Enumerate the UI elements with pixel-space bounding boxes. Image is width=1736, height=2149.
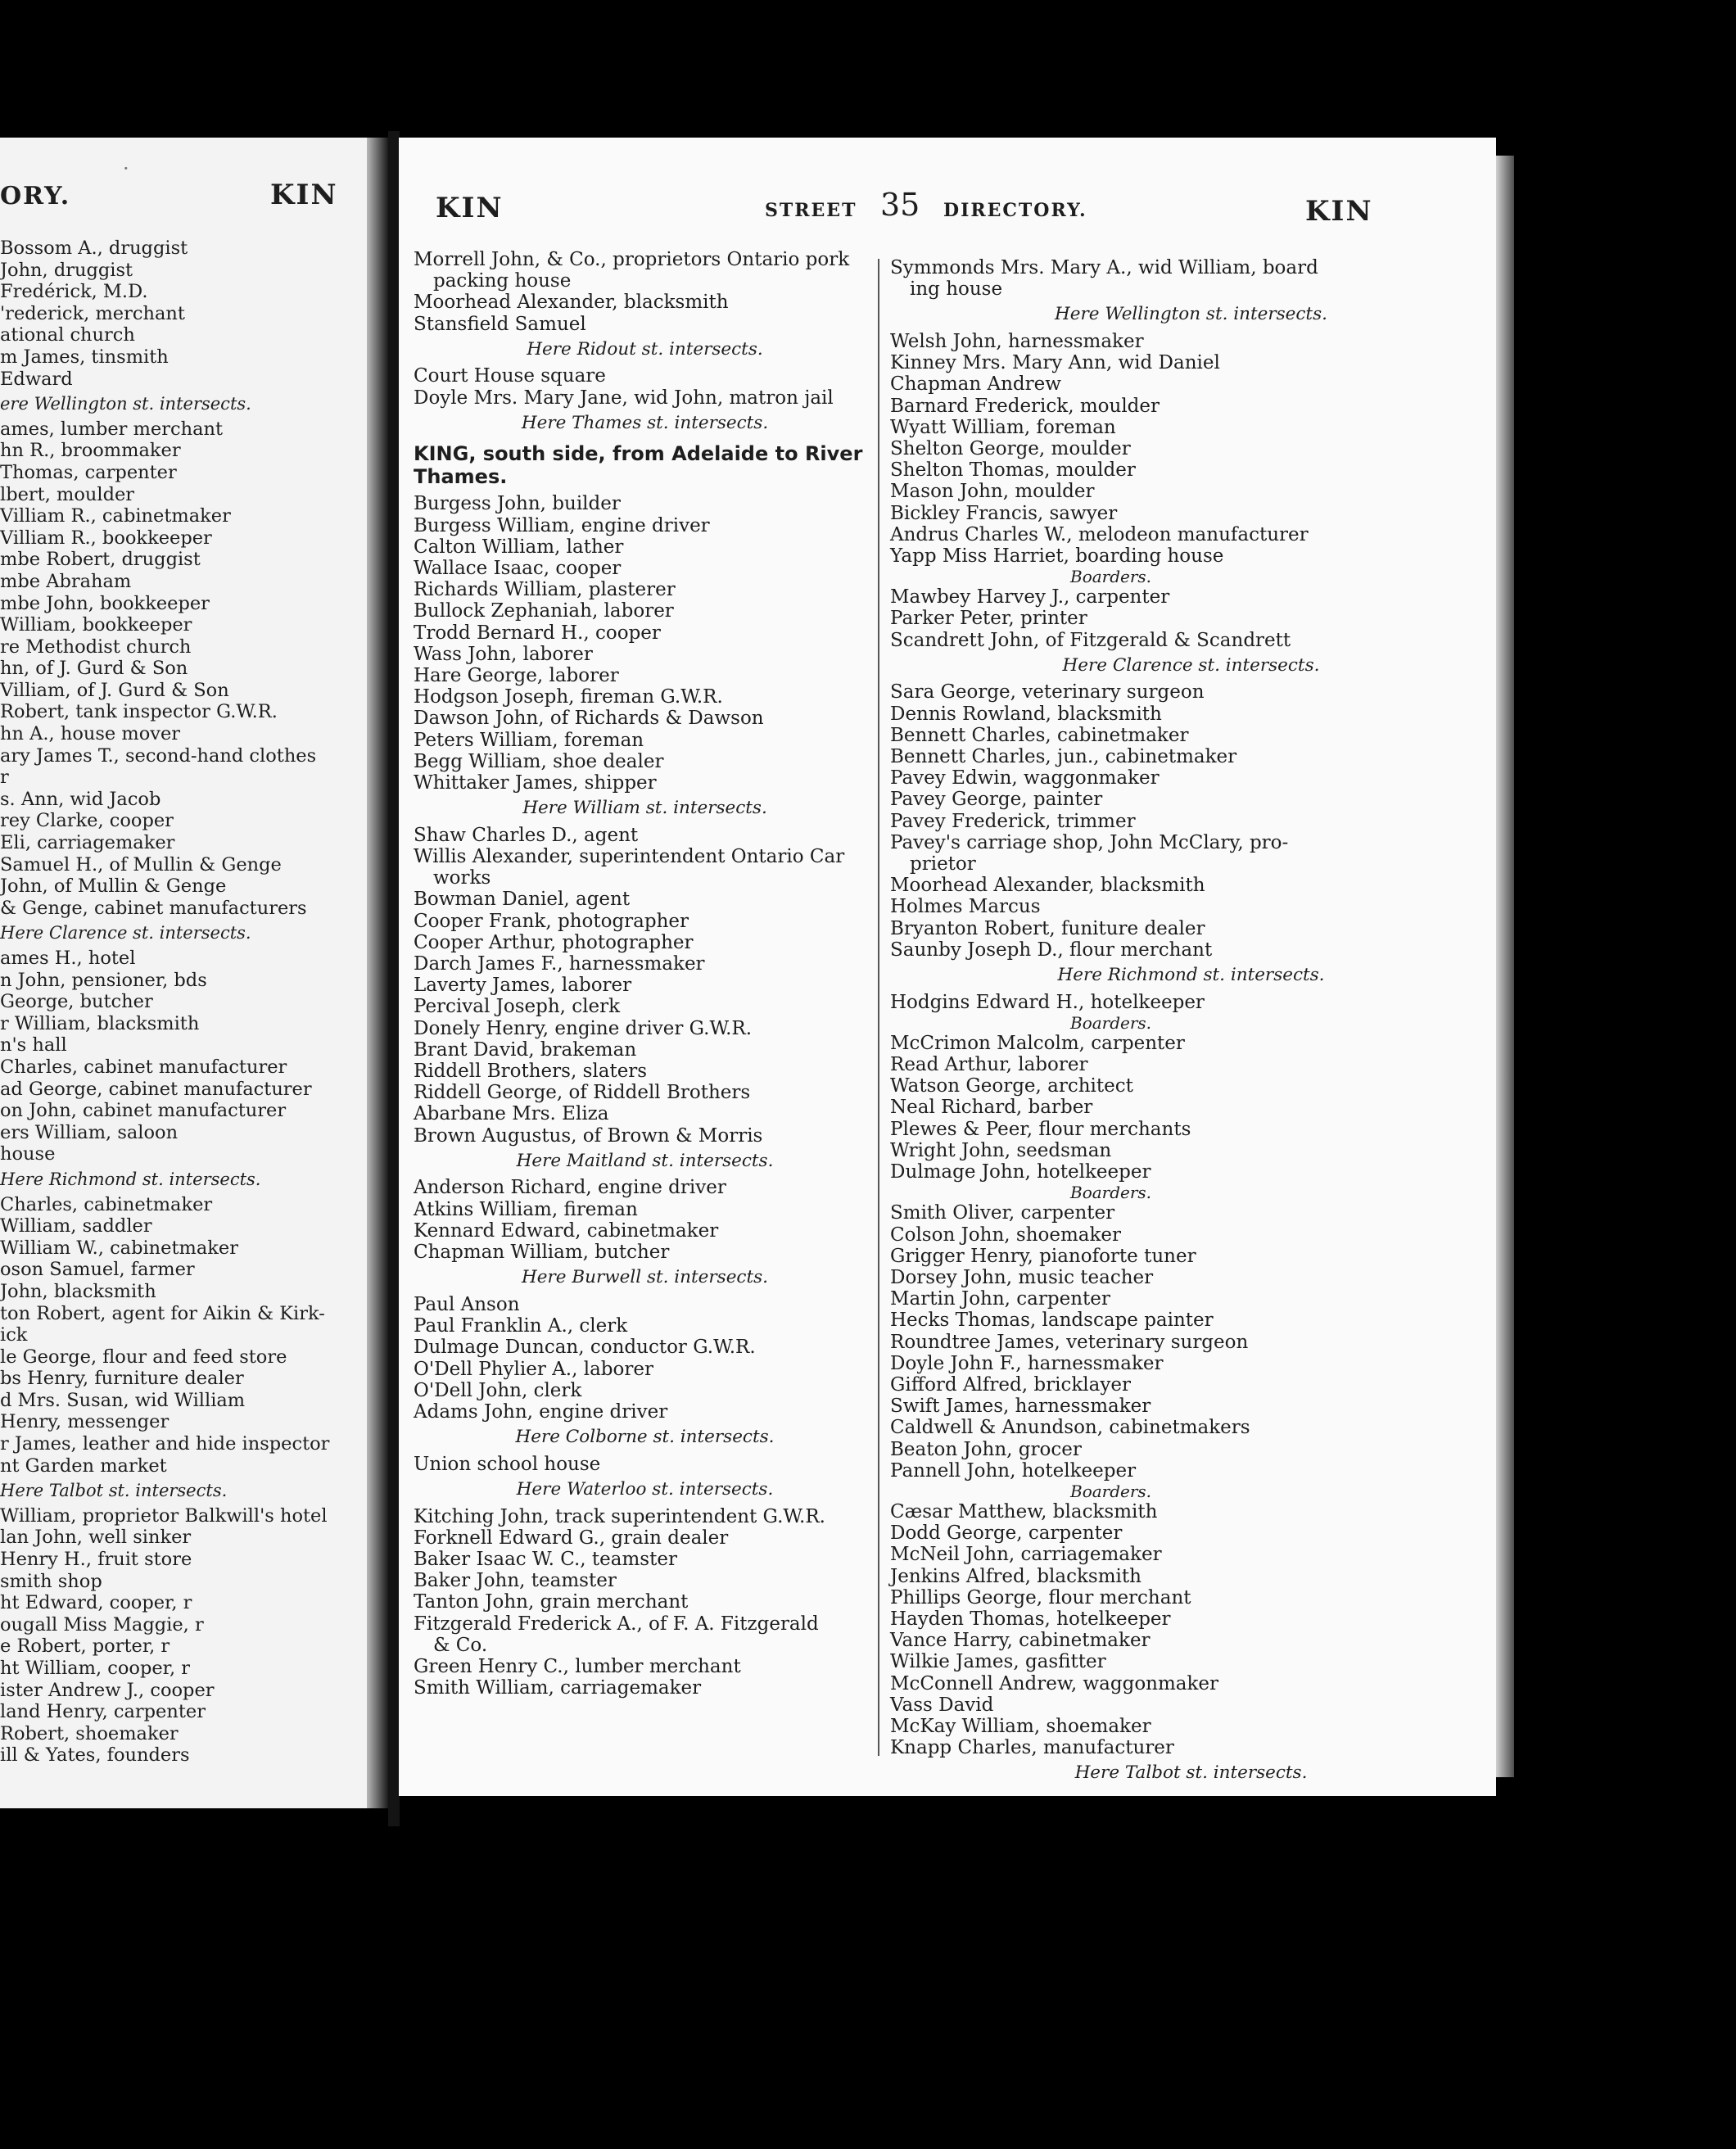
directory-entry: Watson George, architect [890, 1075, 1133, 1097]
directory-entry: Bennett Charles, jun., cabinetmaker [890, 746, 1237, 768]
directory-entry: Riddell George, of Riddell Brothers [414, 1082, 751, 1104]
directory-entry: Fitzgerald Frederick A., of F. A. Fitzgerald [414, 1613, 819, 1635]
directory-entry: Read Arthur, laborer [890, 1054, 1088, 1076]
directory-entry: Charles, cabinetmaker [0, 1193, 213, 1215]
directory-entry: Villiam R., cabinetmaker [0, 505, 231, 527]
directory-entry: Mawbey Harvey J., carpenter [890, 586, 1170, 609]
directory-entry: Saunby Joseph D., flour merchant [890, 939, 1213, 961]
directory-entry: nt Garden market [0, 1455, 167, 1477]
page-mark: · [123, 157, 129, 180]
running-head-right-key: KIN [1305, 195, 1373, 228]
directory-entry: John, of Mullin & Genge [0, 875, 227, 898]
directory-entry: mbe John, bookkeeper [0, 592, 210, 614]
directory-entry: re Methodist church [0, 636, 192, 658]
boarders-label: Boarders. [1070, 567, 1152, 587]
directory-entry: William, saddler [0, 1215, 152, 1237]
directory-entry: John, druggist [0, 259, 133, 281]
directory-entry: Charles, cabinet manufacturer [0, 1056, 287, 1078]
directory-entry: ougall Miss Maggie, r [0, 1613, 204, 1636]
directory-entry: Wyatt William, foreman [890, 416, 1116, 438]
directory-entry: McNeil John, carriagemaker [890, 1544, 1162, 1566]
directory-entry: Thomas, carpenter [0, 461, 177, 483]
directory-entry: Cæsar Matthew, blacksmith [890, 1500, 1158, 1522]
directory-entry: Vance Harry, cabinetmaker [890, 1630, 1151, 1652]
directory-entry: ames H., hotel [0, 948, 136, 969]
boarders-label: Boarders. [1070, 1012, 1152, 1033]
intersection-note: Here Ridout st. intersects. [527, 338, 763, 360]
page-edge-shadow [367, 138, 388, 1808]
directory-entry: Bullock Zephaniah, laborer [414, 600, 674, 622]
directory-entry: Moorhead Alexander, blacksmith [414, 292, 729, 314]
directory-entry: Dulmage Duncan, conductor G.W.R. [414, 1337, 756, 1359]
intersection-note: Here Burwell st. intersects. [522, 1267, 768, 1288]
directory-entry: Bickley Francis, sawyer [890, 502, 1118, 524]
directory-entry: Sara George, veterinary surgeon [890, 681, 1205, 704]
directory-entry: Moorhead Alexander, blacksmith [890, 875, 1205, 897]
directory-entry: e Robert, porter, r [0, 1636, 170, 1658]
intersection-note: Here Wellington st. intersects. [1055, 304, 1327, 325]
directory-entry: Plewes & Peer, flour merchants [890, 1118, 1191, 1140]
directory-entry: Jenkins Alfred, blacksmith [890, 1565, 1142, 1587]
directory-entry: Forknell Edward G., grain dealer [414, 1527, 729, 1549]
directory-entry: O'Dell John, clerk [414, 1379, 582, 1401]
directory-entry: house [0, 1143, 56, 1165]
directory-entry: n John, pensioner, bds [0, 969, 207, 991]
directory-entry: Smith William, carriagemaker [414, 1677, 702, 1699]
directory-entry: Percival Joseph, clerk [414, 996, 621, 1018]
directory-entry: ht William, cooper, r [0, 1658, 191, 1679]
directory-entry: Morrell John, & Co., proprietors Ontario pork [414, 249, 850, 270]
directory-entry: Welsh John, harnessmaker [890, 331, 1144, 352]
entry-continuation: & Co. [433, 1634, 488, 1656]
directory-entry: Riddell Brothers, slaters [414, 1061, 648, 1083]
directory-entry: Bowman Daniel, agent [414, 889, 631, 911]
directory-entry: Cooper Frank, photographer [414, 910, 689, 932]
directory-entry: Green Henry C., lumber merchant [414, 1655, 741, 1677]
left-page [0, 138, 378, 1808]
directory-entry: mbe Abraham [0, 570, 132, 592]
directory-entry: Beaton John, grocer [890, 1438, 1082, 1460]
directory-entry: Smith Oliver, carpenter [890, 1202, 1115, 1224]
directory-entry: r James, leather and hide inspector [0, 1433, 330, 1455]
intersection-note: Here Colborne st. intersects. [515, 1427, 775, 1448]
directory-entry: Trodd Bernard H., cooper [414, 622, 661, 644]
directory-entry: Pannell John, hotelkeeper [890, 1459, 1137, 1482]
left-page-column [0, 238, 378, 1767]
directory-entry: Hodgson Joseph, fireman G.W.R. [414, 686, 723, 708]
directory-entry: Peters William, foreman [414, 729, 644, 751]
directory-entry: Holmes Marcus [890, 896, 1041, 918]
directory-entry: 'rederick, merchant [0, 302, 185, 324]
directory-entry: Doyle Mrs. Mary Jane, wid John, matron jail [414, 387, 834, 409]
directory-entry: n's hall [0, 1034, 67, 1056]
running-head-directory: DIRECTORY. [943, 200, 1087, 221]
directory-entry: ames, lumber merchant [0, 418, 224, 440]
intersection-note: Here Talbot st. intersects. [0, 1481, 228, 1501]
directory-entry: Pavey George, painter [890, 789, 1103, 811]
directory-entry: hn, of J. Gurd & Son [0, 658, 188, 680]
intersection-note: Here Richmond st. intersects. [0, 1169, 261, 1189]
directory-entry: Hayden Thomas, hotelkeeper [890, 1608, 1171, 1630]
directory-entry: Stansfield Samuel [414, 313, 586, 335]
directory-entry: Cooper Arthur, photographer [414, 931, 694, 953]
left-running-head-key: KIN [270, 179, 338, 211]
directory-entry: Eli, carriagemaker [0, 832, 175, 854]
directory-entry: ton Robert, agent for Aikin & Kirk- [0, 1302, 325, 1324]
intersection-note: Here Maitland st. intersects. [516, 1150, 774, 1171]
directory-entry: Tanton John, grain merchant [414, 1591, 689, 1613]
directory-entry: Chapman Andrew [890, 373, 1061, 396]
directory-entry: Symmonds Mrs. Mary A., wid William, board [890, 257, 1318, 278]
directory-entry: Paul Anson [414, 1293, 520, 1315]
directory-entry: William W., cabinetmaker [0, 1237, 238, 1259]
page-edge-shadow-right [1496, 156, 1514, 1777]
directory-entry: Darch James F., harnessmaker [414, 953, 705, 975]
directory-entry: m James, tinsmith [0, 346, 169, 368]
directory-entry: Phillips George, flour merchant [890, 1586, 1191, 1608]
directory-entry: bs Henry, furniture dealer [0, 1368, 244, 1390]
directory-entry: Caldwell & Anundson, cabinetmakers [890, 1417, 1250, 1439]
directory-entry: Adams John, engine driver [414, 1400, 668, 1423]
page-number: 35 [880, 187, 920, 223]
directory-entry: d Mrs. Susan, wid William [0, 1389, 246, 1411]
directory-entry: Swift James, harnessmaker [890, 1396, 1151, 1418]
directory-entry: Calton William, lather [414, 536, 624, 558]
intersection-note: Here Clarence st. intersects. [0, 923, 251, 943]
directory-entry: Villiam R., bookkeeper [0, 527, 212, 549]
directory-entry: Whittaker James, shipper [414, 772, 657, 794]
directory-entry: Robert, tank inspector G.W.R. [0, 701, 278, 723]
directory-entry: lbert, moulder [0, 483, 135, 505]
directory-entry: r William, blacksmith [0, 1012, 200, 1034]
directory-column-1 [414, 249, 876, 1699]
directory-entry: Colson John, shoemaker [890, 1224, 1122, 1246]
directory-entry: Willis Alexander, superintendent Ontario Car [414, 846, 845, 868]
directory-entry: Brown Augustus, of Brown & Morris [414, 1124, 763, 1147]
directory-entry: Anderson Richard, engine driver [414, 1177, 726, 1199]
directory-entry: Pavey Frederick, trimmer [890, 810, 1136, 832]
boarders-label: Boarders. [1070, 1183, 1152, 1203]
directory-entry: Richards William, plasterer [414, 579, 676, 601]
directory-entry: mbe Robert, druggist [0, 549, 201, 571]
directory-entry: Fredérick, M.D. [0, 281, 148, 303]
directory-column-2 [890, 257, 1492, 1789]
directory-entry: Andrus Charles W., melodeon manufacturer [890, 523, 1309, 545]
intersection-note: ere Wellington st. intersects. [0, 394, 251, 414]
directory-entry: Begg William, shoe dealer [414, 750, 664, 772]
directory-entry: Barnard Frederick, moulder [890, 395, 1160, 417]
directory-entry: rey Clarke, cooper [0, 810, 174, 832]
running-head-street: STREET [765, 200, 857, 221]
book-gutter [388, 131, 400, 1826]
entry-continuation: ing house [910, 278, 1003, 301]
directory-entry: McKay William, shoemaker [890, 1715, 1151, 1737]
directory-entry: Wilkie James, gasfitter [890, 1651, 1106, 1673]
directory-entry: Edward [0, 368, 73, 390]
directory-entry: Knapp Charles, manufacturer [890, 1737, 1174, 1759]
directory-entry: Donely Henry, engine driver G.W.R. [414, 1017, 753, 1039]
directory-entry: ational church [0, 324, 135, 346]
directory-entry: William, proprietor Balkwill's hotel [0, 1504, 328, 1527]
directory-entry: ht Edward, cooper, r [0, 1592, 192, 1614]
directory-entry: smith shop [0, 1570, 102, 1592]
directory-entry: Baker Isaac W. C., teamster [414, 1548, 677, 1570]
directory-entry: Bryanton Robert, funiture dealer [890, 917, 1205, 939]
directory-entry: Robert, shoemaker [0, 1722, 179, 1744]
directory-entry: Neal Richard, barber [890, 1097, 1093, 1119]
directory-entry: O'Dell Phylier A., laborer [414, 1358, 653, 1380]
directory-entry: & Genge, cabinet manufacturers [0, 897, 307, 919]
directory-entry: Doyle John F., harnessmaker [890, 1352, 1164, 1374]
directory-entry: Gifford Alfred, bricklayer [890, 1373, 1131, 1396]
directory-entry: ad George, cabinet manufacturer [0, 1078, 312, 1100]
directory-entry: ick [0, 1324, 28, 1346]
boarders-label: Boarders. [1070, 1481, 1152, 1501]
directory-entry: ill & Yates, founders [0, 1744, 190, 1767]
directory-entry: ers William, saloon [0, 1121, 179, 1143]
entry-continuation: works [433, 867, 491, 889]
directory-entry: Atkins William, fireman [414, 1198, 638, 1220]
intersection-note: Here William st. intersects. [522, 798, 767, 819]
running-head-left-key: KIN [436, 192, 504, 224]
entry-continuation: prietor [910, 853, 976, 875]
intersection-note: Here Clarence st. intersects. [1062, 654, 1320, 676]
directory-entry: Hare George, laborer [414, 665, 619, 687]
directory-entry: Shelton Thomas, moulder [890, 459, 1136, 482]
intersection-note: Here Talbot st. intersects. [1074, 1762, 1308, 1784]
directory-entry: Dulmage John, hotelkeeper [890, 1161, 1151, 1183]
directory-entry: land Henry, carpenter [0, 1701, 206, 1723]
directory-entry: Chapman William, butcher [414, 1242, 670, 1264]
directory-entry: McConnell Andrew, waggonmaker [890, 1672, 1219, 1694]
directory-entry: Martin John, carpenter [890, 1288, 1110, 1310]
directory-entry: Bennett Charles, cabinetmaker [890, 724, 1189, 746]
directory-entry: Grigger Henry, pianoforte tuner [890, 1245, 1196, 1267]
section-heading: KING, south side, from Adelaide to River Thames. [414, 442, 863, 489]
directory-entry: George, butcher [0, 991, 153, 1013]
directory-entry: oson Samuel, farmer [0, 1259, 195, 1281]
intersection-note: Here Richmond st. intersects. [1057, 965, 1325, 986]
directory-entry: Union school house [414, 1453, 601, 1475]
directory-entry: Mason John, moulder [890, 481, 1095, 503]
directory-entry: Burgess William, engine driver [414, 514, 710, 536]
directory-entry: on John, cabinet manufacturer [0, 1100, 287, 1122]
directory-entry: Villiam, of J. Gurd & Son [0, 679, 229, 701]
directory-entry: Samuel H., of Mullin & Genge [0, 853, 282, 875]
directory-entry: Court House square [414, 365, 606, 387]
directory-entry: Vass David [890, 1694, 994, 1716]
directory-entry: Yapp Miss Harriet, boarding house [890, 545, 1224, 568]
directory-entry: Kennard Edward, cabinetmaker [414, 1219, 719, 1242]
directory-entry: lan John, well sinker [0, 1527, 192, 1549]
entry-continuation: packing house [433, 270, 572, 292]
directory-entry: Burgess John, builder [414, 493, 621, 515]
directory-entry: Paul Franklin A., clerk [414, 1315, 628, 1337]
directory-entry: s. Ann, wid Jacob [0, 788, 161, 810]
directory-entry: ary James T., second-hand clothes [0, 744, 317, 767]
directory-entry: Shaw Charles D., agent [414, 824, 639, 846]
directory-entry: hn A., house mover [0, 723, 181, 745]
right-page [399, 138, 1496, 1796]
directory-entry: Hodgins Edward H., hotelkeeper [890, 991, 1205, 1013]
directory-entry: le George, flour and feed store [0, 1346, 287, 1368]
intersection-note: Here Waterloo st. intersects. [516, 1478, 774, 1500]
directory-entry: Henry H., fruit store [0, 1549, 192, 1571]
directory-entry: ister Andrew J., cooper [0, 1679, 215, 1701]
directory-entry: McCrimon Malcolm, carpenter [890, 1032, 1185, 1054]
directory-entry: Dawson John, of Richards & Dawson [414, 708, 764, 730]
directory-entry: Dennis Rowland, blacksmith [890, 703, 1162, 725]
directory-entry: Bossom A., druggist [0, 238, 188, 259]
directory-entry: Wright John, seedsman [890, 1139, 1112, 1161]
intersection-note: Here Thames st. intersects. [521, 412, 769, 433]
directory-entry: Abarbane Mrs. Eliza [414, 1103, 609, 1125]
directory-entry: Baker John, teamster [414, 1570, 617, 1592]
directory-entry: Pavey Edwin, waggonmaker [890, 767, 1160, 789]
directory-entry: hn R., broommaker [0, 440, 181, 462]
directory-entry: Wass John, laborer [414, 643, 593, 665]
directory-entry: Roundtree James, veterinary surgeon [890, 1331, 1249, 1353]
directory-entry: William, bookkeeper [0, 614, 192, 636]
directory-entry: Wallace Isaac, cooper [414, 558, 622, 580]
directory-entry: John, blacksmith [0, 1280, 156, 1302]
directory-entry: Dorsey John, music teacher [890, 1266, 1154, 1288]
directory-entry: r [0, 767, 9, 789]
directory-entry: Dodd George, carpenter [890, 1522, 1123, 1545]
directory-entry: Shelton George, moulder [890, 438, 1131, 460]
directory-entry: Kinney Mrs. Mary Ann, wid Daniel [890, 352, 1220, 374]
directory-entry: Hecks Thomas, landscape painter [890, 1310, 1214, 1332]
column-divider [878, 259, 879, 1756]
directory-entry: Brant David, brakeman [414, 1038, 637, 1061]
directory-entry: Pavey's carriage shop, John McClary, pro- [890, 831, 1289, 853]
directory-entry: Laverty James, laborer [414, 975, 632, 997]
directory-entry: Parker Peter, printer [890, 608, 1087, 630]
left-running-head: ORY. [0, 182, 71, 210]
directory-entry: Kitching John, track superintendent G.W.R. [414, 1505, 825, 1527]
directory-entry: Scandrett John, of Fitzgerald & Scandrett [890, 629, 1291, 651]
directory-entry: Henry, messenger [0, 1411, 170, 1433]
